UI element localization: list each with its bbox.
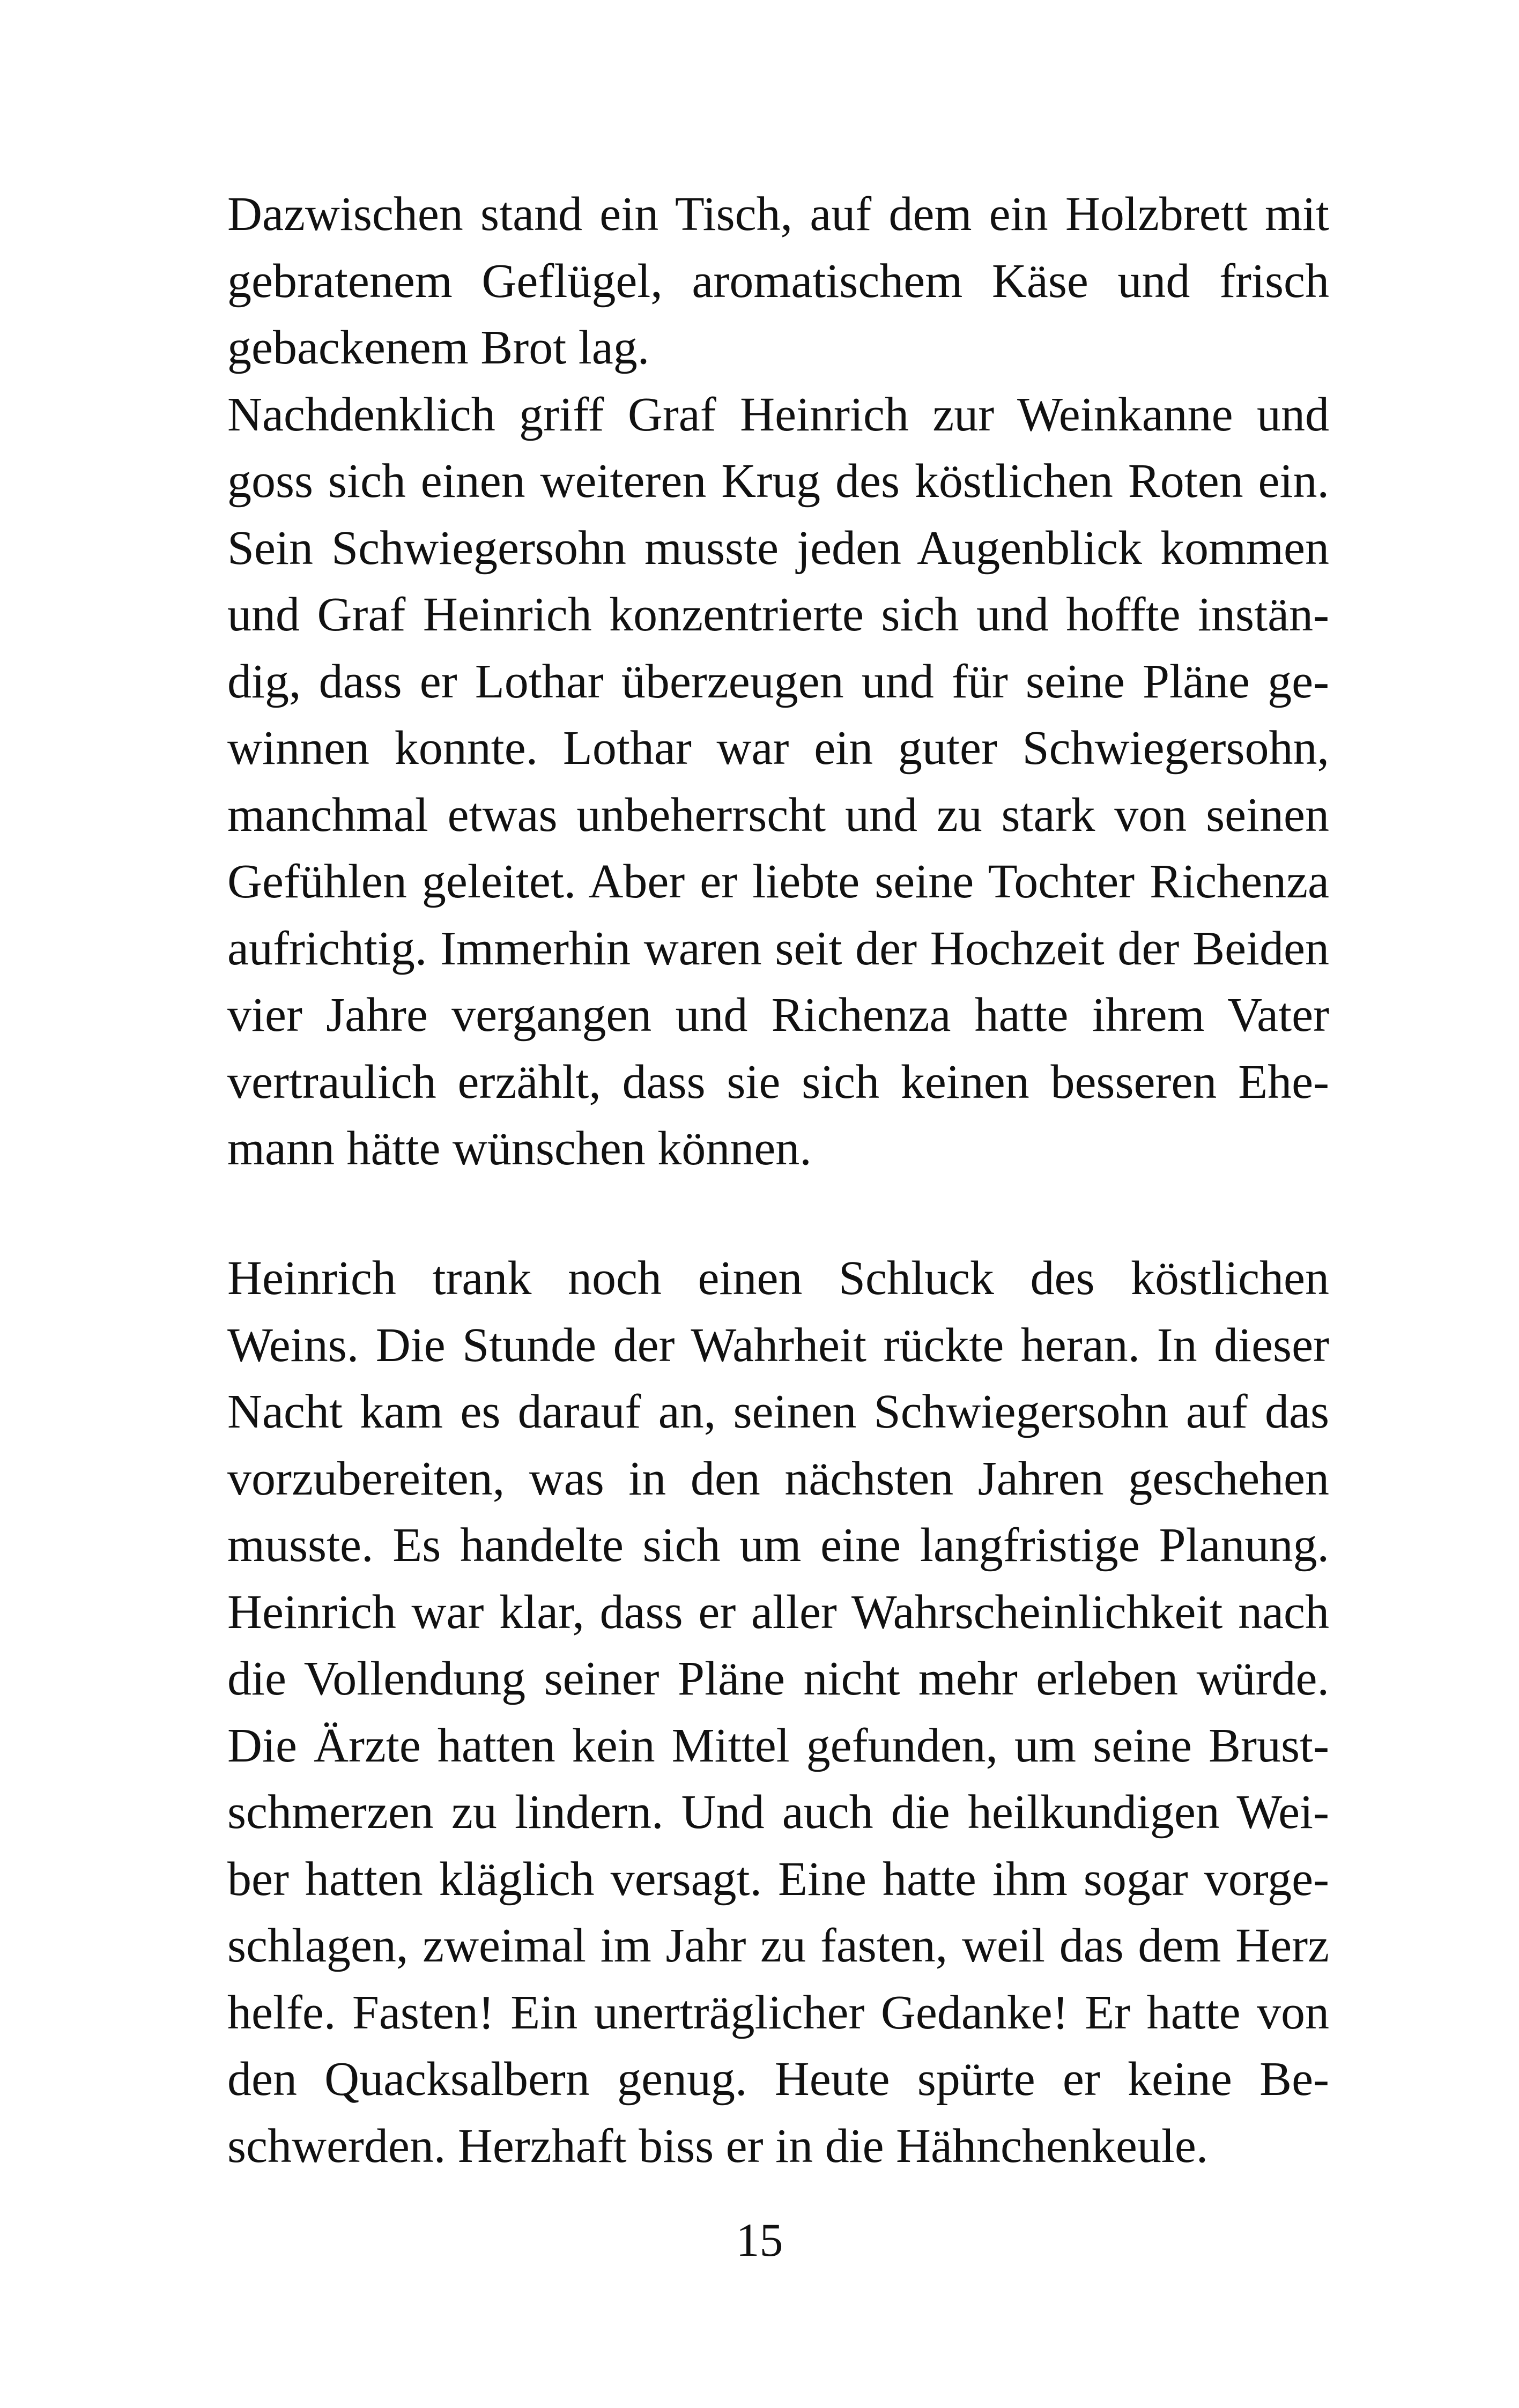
text-line: und Graf Heinrich konzentrierte sich und hoffte instän- (227, 588, 1329, 641)
text-line: helfe. Fasten! Ein unerträglicher Gedanke! Er hatte von (227, 1986, 1329, 2039)
text-line: Gefühlen geleitet. Aber er liebte seine Tochter Richenza (227, 855, 1329, 908)
text-line: schwerden. Herzhaft biss er in die Hähnchenkeule. (227, 2119, 1209, 2173)
text-line: schmerzen zu lindern. Und auch die heilkundigen Wei- (227, 1786, 1329, 1839)
text-line: dig, dass er Lothar überzeugen und für seine Pläne ge- (227, 655, 1329, 708)
text-line: mann hätte wünschen können. (227, 1122, 812, 1175)
text-line: vorzubereiten, was in den nächsten Jahren geschehen (227, 1452, 1329, 1505)
text-line: Die Ärzte hatten kein Mittel gefunden, um seine Brust- (227, 1719, 1329, 1772)
text-line: aufrichtig. Immerhin waren seit der Hochzeit der Beiden (227, 921, 1329, 975)
text-line: vier Jahre vergangen und Richenza hatte ihrem Vater (227, 989, 1329, 1042)
text-line: Nachdenklich griff Graf Heinrich zur Weinkanne und (227, 388, 1329, 441)
text-line: Weins. Die Stunde der Wahrheit rückte heran. In dieser (227, 1318, 1329, 1372)
text-line: manchmal etwas unbeherrscht und zu stark von seinen (227, 788, 1329, 842)
paragraph-3 (227, 1245, 1329, 2180)
text-line: musste. Es handelte sich um eine langfristige Planung. (227, 1519, 1329, 1572)
text-line: schlagen, zweimal im Jahr zu fasten, weil das dem Herz (227, 1919, 1329, 1972)
text-block-lower (227, 1245, 1329, 2180)
text-line: Heinrich war klar, dass er aller Wahrscheinlichkeit nach (227, 1585, 1329, 1639)
text-line: vertraulich erzählt, dass sie sich keinen besseren Ehe- (227, 1055, 1329, 1109)
text-line: gebackenem Brot lag. (227, 321, 650, 374)
text-line: den Quacksalbern genug. Heute spürte er keine Be- (227, 2053, 1329, 2106)
text-line: gebratenem Geflügel, aromatischem Käse und frisch (227, 254, 1329, 308)
text-line: Dazwischen stand ein Tisch, auf dem ein Holzbrett mit (227, 188, 1329, 241)
text-line: winnen konnte. Lothar war ein guter Schwiegersohn, (227, 722, 1329, 775)
text-line: Sein Schwiegersohn musste jeden Augenblick kommen (227, 521, 1329, 575)
text-line: ber hatten kläglich versagt. Eine hatte ihm sogar vorge- (227, 1852, 1329, 1906)
paragraph-2 (227, 382, 1329, 1183)
text-line: goss sich einen weiteren Krug des köstlichen Roten ein. (227, 455, 1329, 508)
text-line: die Vollendung seiner Pläne nicht mehr erleben würde. (227, 1652, 1329, 1705)
paragraph-1 (227, 181, 1329, 382)
text-line: Nacht kam es darauf an, seinen Schwiegersohn auf das (227, 1385, 1329, 1438)
page-number: 15 (736, 2214, 783, 2266)
text-line: Heinrich trank noch einen Schluck des köstlichen (227, 1252, 1329, 1305)
text-block-upper (227, 181, 1329, 1183)
